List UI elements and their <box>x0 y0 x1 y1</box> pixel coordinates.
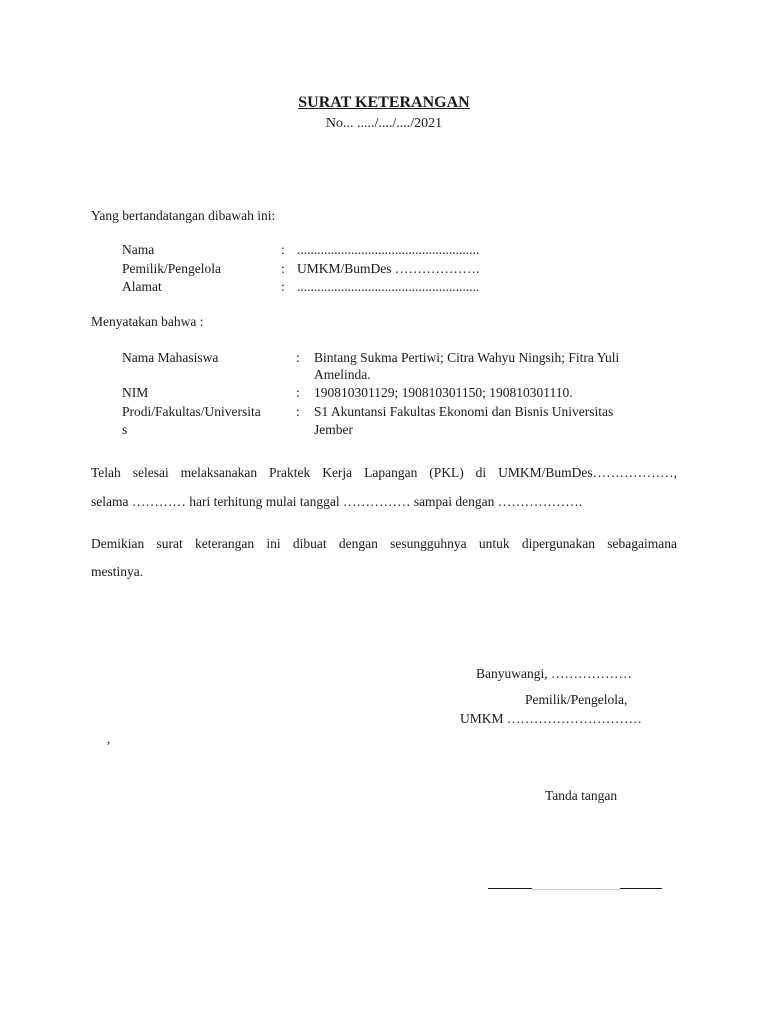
stray-comma: , <box>107 731 111 746</box>
student-name-value-line2: Amelinda. <box>314 367 371 382</box>
student-name-colon: : <box>296 350 300 365</box>
student-nim-label: NIM <box>122 385 149 400</box>
student-nim-value: 190810301129; 190810301150; 190810301110. <box>314 385 573 400</box>
signer-name-value: ...................................................... <box>297 242 480 257</box>
document-number: No... ...../..../..../2021 <box>325 116 443 131</box>
signature-label: Tanda tangan <box>545 788 618 803</box>
signer-address-colon: : <box>281 279 285 294</box>
umkm-name: UMKM ………………………… <box>460 711 642 726</box>
student-nim-colon: : <box>296 385 300 400</box>
signer-role-colon: : <box>281 261 285 276</box>
signer-role-value: UMKM/BumDes ………………. <box>297 261 480 276</box>
statement-text: Menyatakan bahwa : <box>91 314 204 329</box>
pkl-paragraph-line1: Telah selesai melaksanakan Praktek Kerja Lapangan (PKL) di UMKM/BumDes………………, <box>91 465 677 480</box>
student-prodi-label-line2: s <box>122 422 128 437</box>
student-prodi-value-line2: Jember <box>314 422 353 437</box>
closing-paragraph-line1: Demikian surat keterangan ini dibuat dengan sesungguhnya untuk dipergunakan sebagaimana <box>91 536 677 551</box>
pkl-paragraph-line2: selama ………… hari terhitung mulai tanggal …………… sampai dengan ………………. <box>91 494 583 509</box>
signature-line-middle <box>532 889 620 890</box>
signer-name-label: Nama <box>122 242 155 257</box>
signature-line-right <box>620 888 662 889</box>
closing-paragraph-line2: mestinya. <box>91 564 144 579</box>
signer-role-label: Pemilik/Pengelola <box>122 261 221 276</box>
student-name-value-line1: Bintang Sukma Pertiwi; Citra Wahyu Ningsih; Fitra Yuli <box>314 350 620 365</box>
signature-line-left <box>488 888 532 889</box>
document-title: SURAT KETERANGAN <box>298 94 470 111</box>
student-prodi-label-line1: Prodi/Fakultas/Universita <box>122 404 261 419</box>
signer-address-value: ...................................................... <box>297 279 480 294</box>
student-name-label: Nama Mahasiswa <box>122 350 219 365</box>
intro-text: Yang bertandatangan dibawah ini: <box>91 208 276 223</box>
student-prodi-colon: : <box>296 404 300 419</box>
signer-role: Pemilik/Pengelola, <box>525 692 628 707</box>
signer-name-colon: : <box>281 242 285 257</box>
place-date: Banyuwangi, ……………… <box>476 666 632 681</box>
signer-address-label: Alamat <box>122 279 162 294</box>
student-prodi-value-line1: S1 Akuntansi Fakultas Ekonomi dan Bisnis Universitas <box>314 404 614 419</box>
